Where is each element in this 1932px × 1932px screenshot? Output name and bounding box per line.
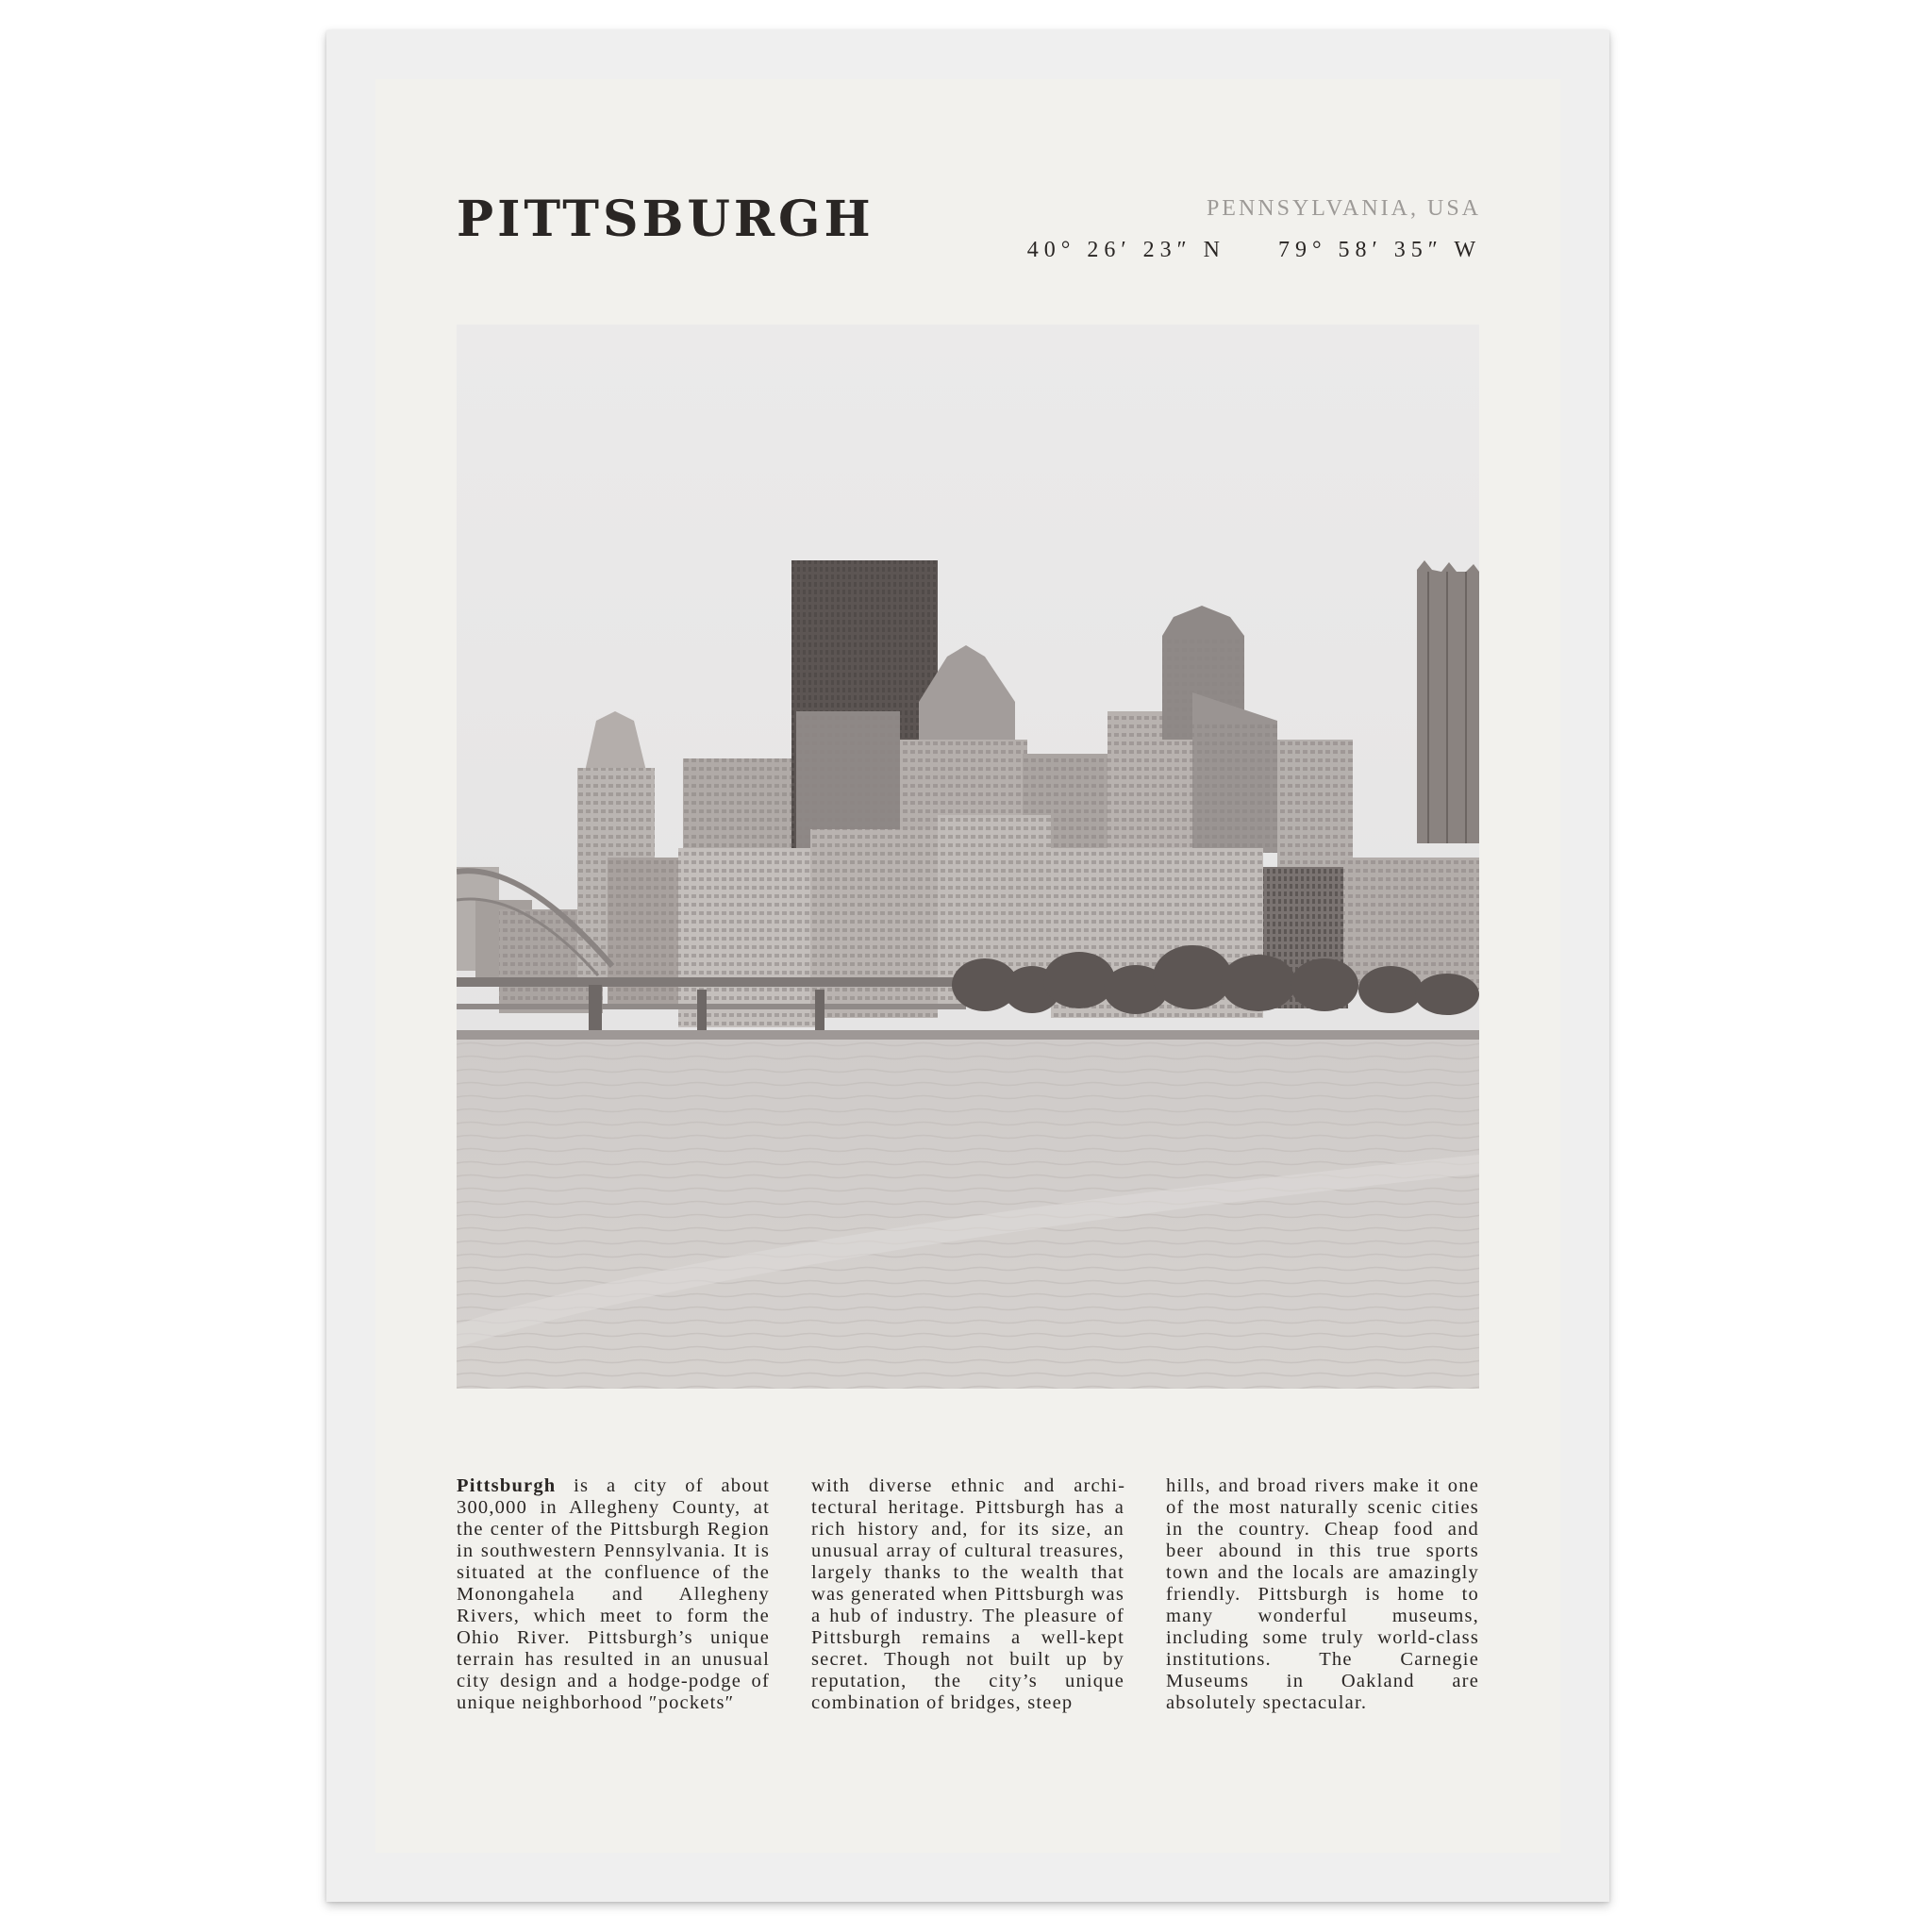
- description-text-1: is a city of about 300,000 in Allegheny County, at the center of the Pittsburgh Region in southwestern Pennsylvania. It is situated at the confluence of the Monongahela and Allegheny Rivers, which meet to form the Ohio River. Pittsburgh’s unique terrain has resulted in an unusual city design and a hodge-podge of unique neighborhood ″pockets″: [457, 1475, 770, 1713]
- description-column-1: [457, 1475, 770, 1714]
- description: [457, 1475, 1479, 1714]
- poster-frame: [326, 30, 1609, 1902]
- poster-paper: [375, 79, 1560, 1853]
- longitude: 79° 58′ 35″ W: [1277, 238, 1481, 262]
- region-label: PENNSYLVANIA, USA: [1206, 196, 1481, 221]
- description-lead: Pittsburgh: [457, 1475, 557, 1496]
- skyline-photo: [457, 325, 1479, 1389]
- coordinates: [1027, 238, 1481, 263]
- latitude: 40° 26′ 23″ N: [1026, 238, 1225, 262]
- description-column-3: hills, and broad rivers make it one of the most naturally scenic cities in the country. Cheap food and beer abound in this true sports town and the locals are amazingly friendly. Pittsburgh is home to many wonderful museums, including some truly world-class institutions. The Carnegie Museums in Oakland are absolutely spectacular.: [1166, 1475, 1479, 1713]
- description-column-2: with diverse ethnic and architectural heritage. Pittsburgh has a rich history and, for its size, an unusual array of cultural treasures, largely thanks to the wealth that was generated when Pittsburgh was a hub of industry. The pleasure of Pittsburgh remains a well-kept secret. Though not built up by reputation, the city’s unique combination of bridges, steep: [811, 1475, 1124, 1713]
- city-title: PITTSBURGH: [457, 191, 874, 248]
